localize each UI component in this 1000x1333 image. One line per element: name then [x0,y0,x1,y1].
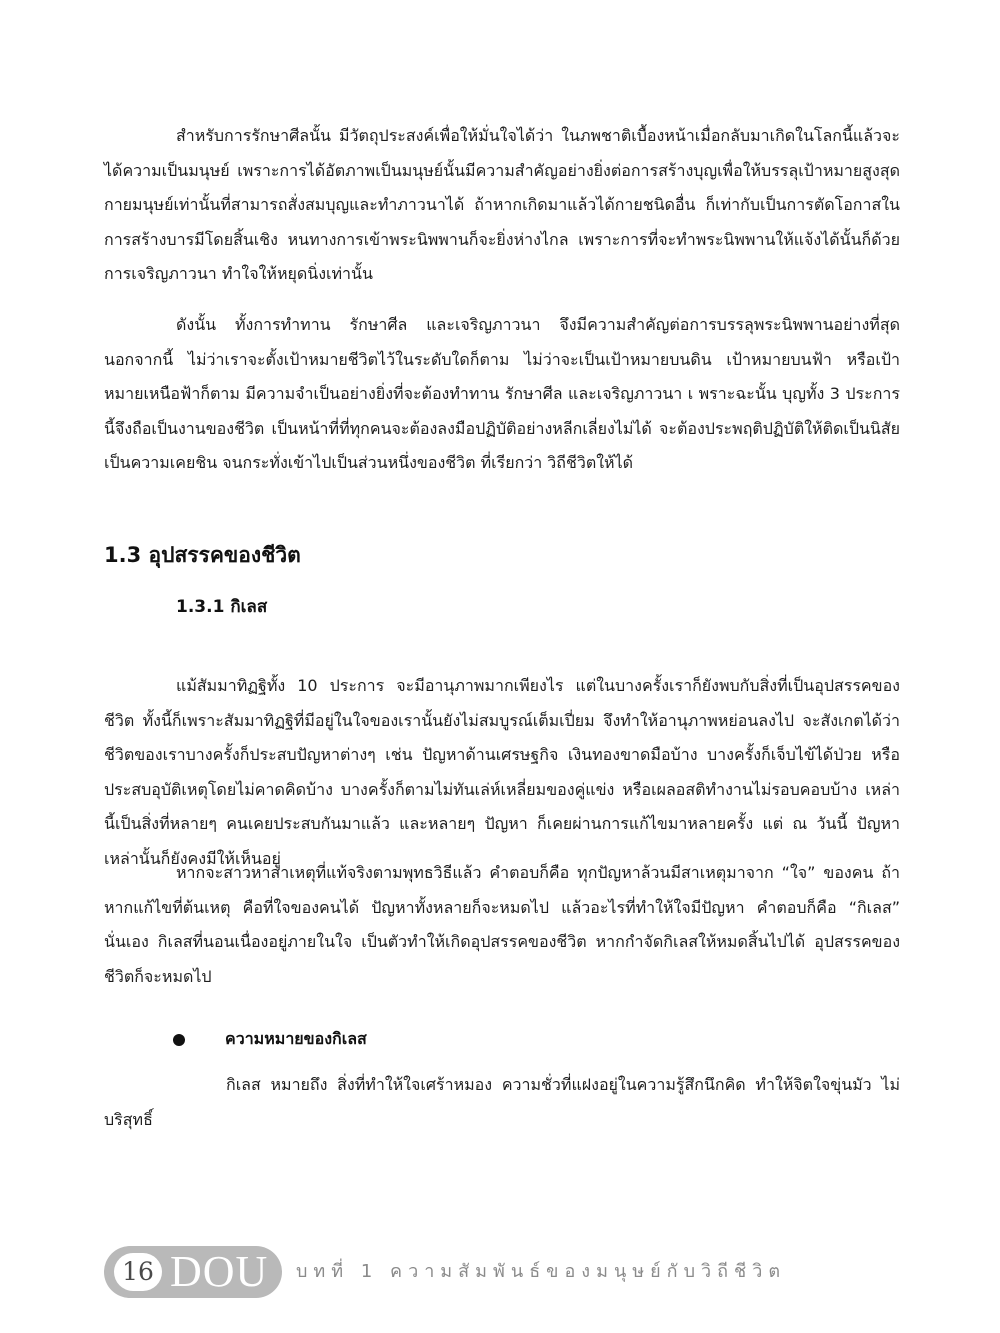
subsection-heading: 1.3.1 กิเลส [176,597,268,617]
body-paragraph: แม้สัมมาทิฏฐิทั้ง 10 ประการ จะมีอานุภาพมากเพียงไร แต่ในบางครั้งเราก็ยังพบกับสิ่งที่เป็นอุปสรรคของชีวิต ทั้งนี้ก็เพราะสัมมาทิฏฐิที่มีอยู่ในใจของเรานั้นยังไม่สมบูรณ์เต็มเปี่ยม จึงทำให้อานุภาพหย่อนลงไป จะสังเกตได้ว่าชีวิตของเราบางครั้งก็ประสบปัญหาต่างๆ เช่น ปัญหาด้านเศรษฐกิจ เงินทองขาดมือบ้าง บางครั้งก็เจ็บไข้ได้ป่วย หรือประสบอุบัติเหตุโดยไม่คาดคิดบ้าง บางครั้งก็ตามไม่ทันเล่ห์เหลี่ยมของคู่แข่ง หรือเผลอสติทำงานไม่รอบคอบบ้าง เหล่านี้เป็นสิ่งที่หลายๆ คนเคยประสบกันมาแล้ว และหลายๆ ปัญหา ก็เคยผ่านการแก้ไขมาหลายครั้ง แต่ ณ วันนี้ ปัญหาเหล่านั้นก็ยังคงมีให้เห็นอยู่ [104,676,900,868]
body-paragraph: สำหรับการรักษาศีลนั้น มีวัตถุประสงค์เพื่อให้มั่นใจได้ว่า ในภพชาติเบื้องหน้าเมื่อกลับมาเกิดในโลกนี้แล้วจะได้ความเป็นมนุษย์ เพราะการได้อัตภาพเป็นมนุษย์นั้นมีความสำคัญอย่างยิ่งต่อการสร้างบุญเพื่อให้บรรลุเป้าหมายสูงสุด กายมนุษย์เท่านั้นที่สามารถสั่งสมบุญและทำภาวนาได้ ถ้าหากเกิดมาแล้วได้กายชนิดอื่น ก็เท่ากับเป็นการตัดโอกาสในการสร้างบารมีโดยสิ้นเชิง หนทางการเข้าพระนิพพานก็จะยิ่งห่างไกล เพราะการที่จะทำพระนิพพานให้แจ้งได้นั้นก็ด้วยการเจริญภาวนา ทำใจให้หยุดนิ่งเท่านั้น [104,126,900,284]
bullet-item [170,1024,670,1054]
body-paragraph: กิเลส หมายถึง สิ่งที่ทำให้ใจเศร้าหมอง ความชั่วที่แฝงอยู่ในความรู้สึกนึกคิด ทำให้จิตใจขุ่นมัว ไม่บริสุทธิ์ [104,1075,900,1129]
page-number: 16 [114,1253,162,1291]
footer-chapter-title: บทที่ 1 ความสัมพันธ์ของมนุษย์กับวิถีชีวิต [296,1261,787,1282]
body-paragraph: หากจะสาวหาสาเหตุที่แท้จริงตามพุทธวิธีแล้ว คำตอบก็คือ ทุกปัญหาล้วนมีสาเหตุมาจาก “ใจ” ของคน ถ้าหากแก้ไขที่ต้นเหตุ คือที่ใจของคนได้ ปัญหาทั้งหลายก็จะหมดไป แล้วอะไรที่ทำให้ใจมีปัญหา คำตอบก็คือ “กิเลส” นั่นเอง กิเลสที่นอนเนื่องอยู่ภายในใจ เป็นตัวทำให้เกิดอุปสรรคของชีวิต หากกำจัดกิเลสให้หมดสิ้นไปได้ อุปสรรคของชีวิตก็จะหมดไป [104,863,900,986]
bullet-icon [173,1034,185,1046]
bullet-heading: ความหมายของกิเลส [225,1029,367,1048]
dou-logo: DOU [170,1247,269,1296]
body-paragraph: ดังนั้น ทั้งการทำทาน รักษาศีล และเจริญภาวนา จึงมีความสำคัญต่อการบรรลุพระนิพพานอย่างที่สุด นอกจากนี้ ไม่ว่าเราจะตั้งเป้าหมายชีวิตไว้ในระดับใดก็ตาม ไม่ว่าจะเป็นเป้าหมายบนดิน เป้าหมายบนฟ้า หรือเป้าหมายเหนือฟ้าก็ตาม มีความจำเป็นอย่างยิ่งที่จะต้องทำทาน รักษาศีล และเจริญภาวนา เ พราะฉะนั้น บุญทั้ง 3 ประการนี้จึงถือเป็นงานของชีวิต เป็นหน้าที่ที่ทุกคนจะต้องลงมือปฏิบัติอย่างหลีกเลี่ยงไม่ได้ จะต้องประพฤติปฏิบัติให้ติดเป็นนิสัย เป็นความเคยชิน จนกระทั่งเข้าไปเป็นส่วนหนึ่งของชีวิต ที่เรียกว่า วิถีชีวิตให้ได้ [104,315,900,473]
section-heading: 1.3 อุปสรรคของชีวิต [104,543,301,567]
